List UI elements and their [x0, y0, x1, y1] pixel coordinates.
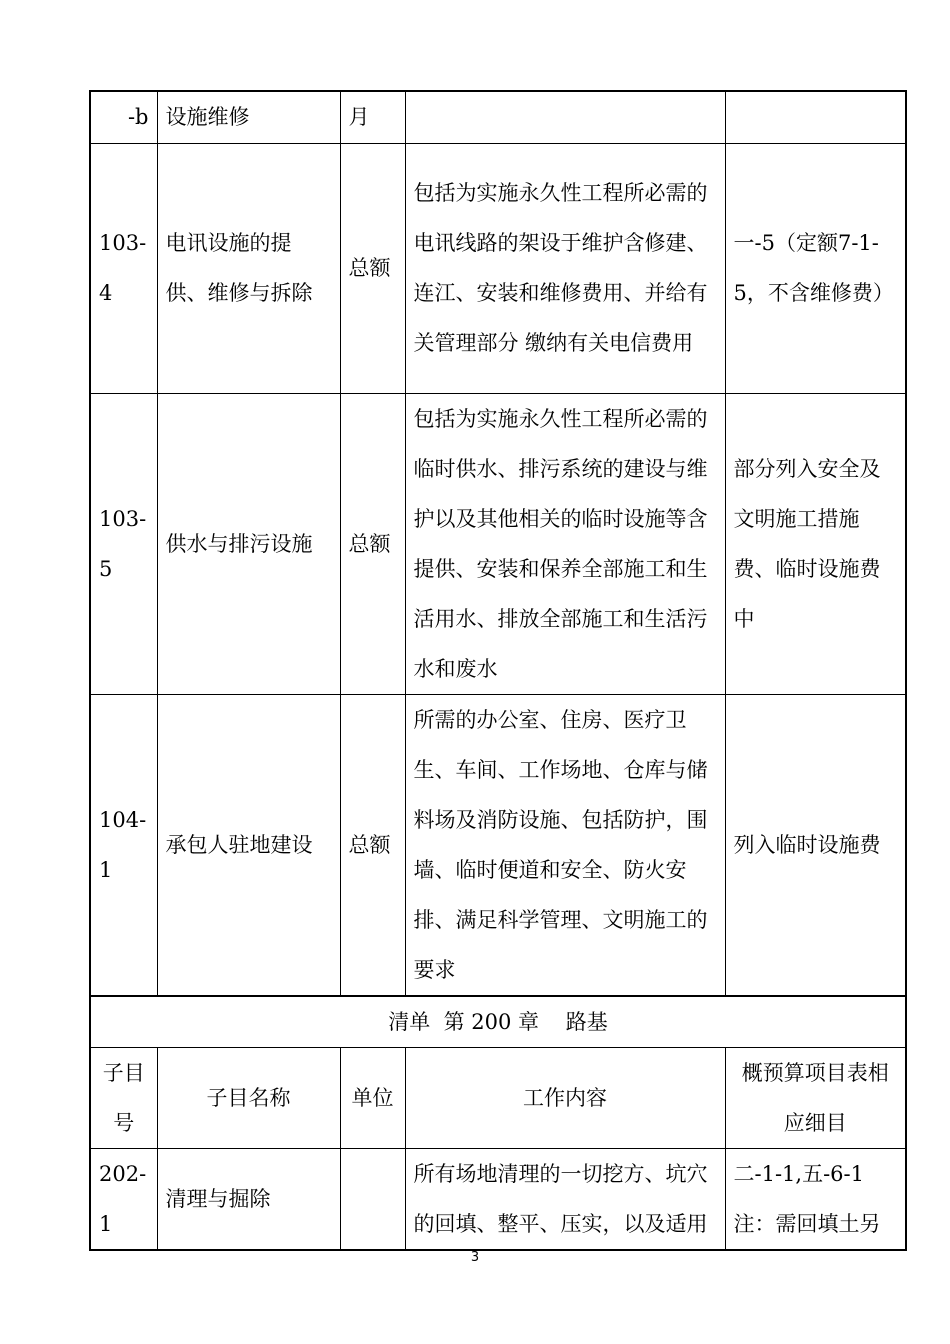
item-code: 202-1 — [90, 1149, 157, 1251]
header-note: 概预算项目表相应细目 — [725, 1048, 906, 1149]
item-unit: 月 — [340, 91, 405, 143]
item-unit: 总额 — [340, 694, 405, 996]
item-note: 部分列入安全及文明施工措施费、临时设施费中 — [725, 393, 906, 694]
item-code: 103-5 — [90, 393, 157, 694]
item-note: 列入临时设施费 — [725, 694, 906, 996]
item-content: 包括为实施永久性工程所必需的临时供水、排污系统的建设与维护以及其他相关的临时设施等含提供、安装和保养全部施工和生活用水、排放全部施工和生活污水和废水 — [405, 393, 725, 694]
item-name: 供水与排污设施 — [157, 393, 340, 694]
table-row — [90, 694, 906, 996]
item-content — [405, 91, 725, 143]
header-row — [90, 1048, 906, 1149]
item-code: -b — [90, 91, 157, 143]
item-unit: 总额 — [340, 143, 405, 393]
item-note: 二-1-1,五-6-1注：需回填土另 — [725, 1149, 906, 1251]
header-code: 子目号 — [90, 1048, 157, 1149]
item-name: 承包人驻地建设 — [157, 694, 340, 996]
item-code: 104-1 — [90, 694, 157, 996]
header-content: 工作内容 — [405, 1048, 725, 1149]
item-note — [725, 91, 906, 143]
item-note: 一-5（定额7-1-5，不含维修费） — [725, 143, 906, 393]
table-row — [90, 143, 906, 393]
item-code: 103-4 — [90, 143, 157, 393]
header-unit: 单位 — [340, 1048, 405, 1149]
bill-of-quantities-table — [89, 90, 907, 1251]
item-unit: 总额 — [340, 393, 405, 694]
item-content: 所有场地清理的一切挖方、坑穴的回填、整平、压实，以及适用 — [405, 1149, 725, 1251]
item-content: 包括为实施永久性工程所必需的电讯线路的架设于维护含修建、连江、安装和维修费用、并给有关管理部分 缴纳有关电信费用 — [405, 143, 725, 393]
section-title-row — [90, 996, 906, 1048]
table-row — [90, 393, 906, 694]
table-row — [90, 91, 906, 143]
item-content: 所需的办公室、住房、医疗卫生、车间、工作场地、仓库与储料场及消防设施、包括防护，围墙、临时便道和安全、防火安排、满足科学管理、文明施工的要求 — [405, 694, 725, 996]
item-name: 电讯设施的提供、维修与拆除 — [157, 143, 340, 393]
header-name: 子目名称 — [157, 1048, 340, 1149]
section-title: 清单 第 200 章 路基 — [90, 996, 906, 1048]
item-name: 设施维修 — [157, 91, 340, 143]
page-number: 3 — [470, 1250, 480, 1265]
table-row — [90, 1149, 906, 1251]
item-unit — [340, 1149, 405, 1251]
item-name: 清理与掘除 — [157, 1149, 340, 1251]
